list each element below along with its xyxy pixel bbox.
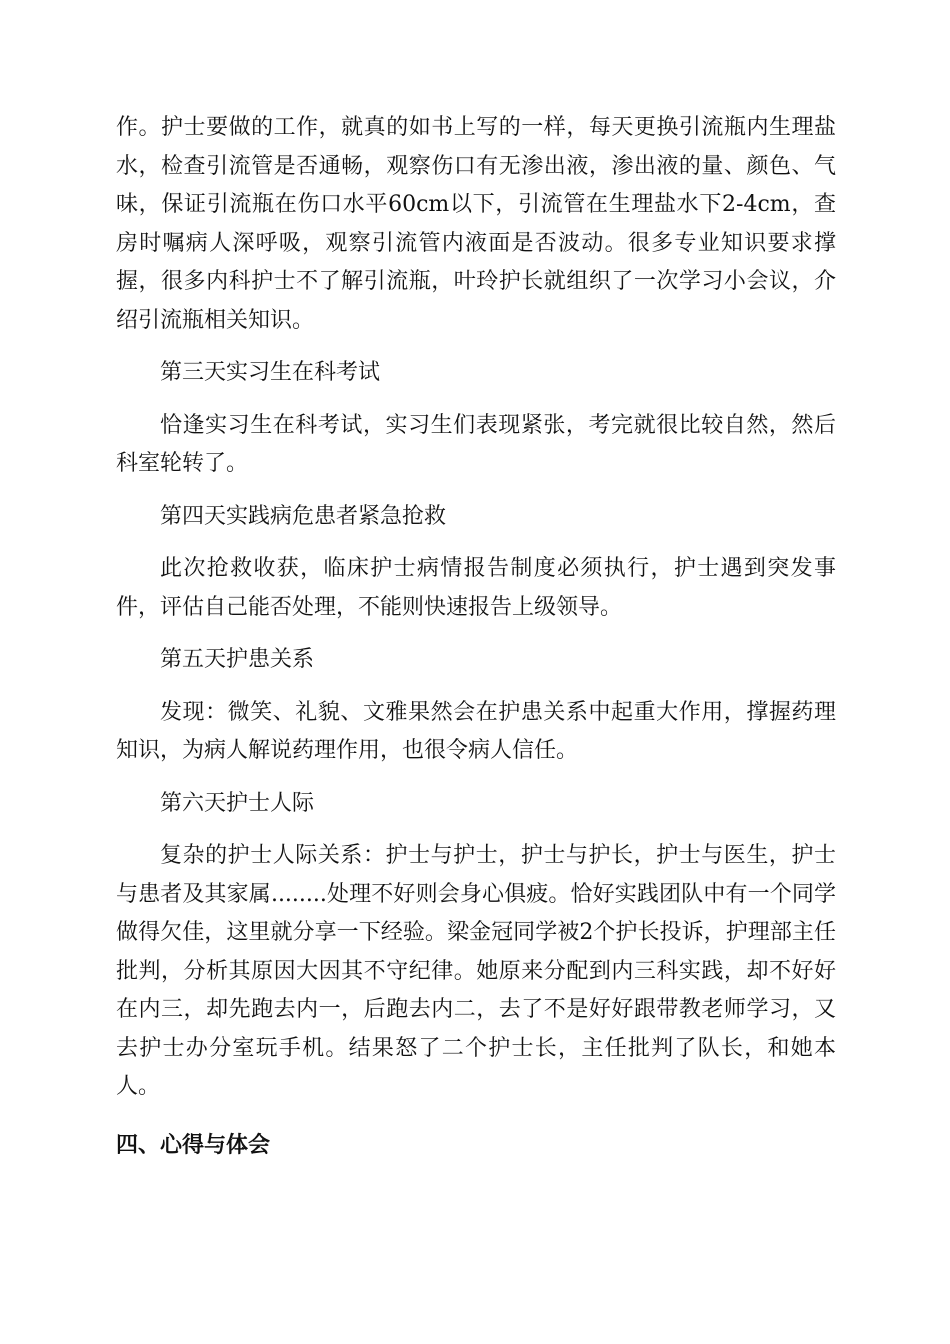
day3-title: 第三天实习生在科考试 <box>160 360 381 385</box>
day4-text: 此次抢救收获，临床护士病情报告制度必须执行，护士遇到突发事件，评估自己能否处理，不能则快速报告上级领导。 <box>116 556 836 620</box>
day6-title: 第六天护士人际 <box>160 790 315 816</box>
paragraph-drainage-duties: 作。护士要做的工作，就真的如书上写的一样，每天更换引流瓶内生理盐水，检查引流管是否通畅，观察伤口有无渗出液，渗出液的量、颜色、气味，保证引流瓶在伤口水平60cm以下，引流管在生理盐水下2-4cm，查房时嘱病人深呼吸，观察引流管内液面是否波动。很多专业知识要求撑握，很多内科护士不了解引流瓶，叶玲护长就组织了一次学习小会议，介绍引流瓶相关知识。 <box>116 115 836 333</box>
day6-text: 复杂的护士人际关系：护士与护士，护士与护长，护士与医生，护士与患者及其家属........处理不好则会身心俱疲。恰好实践团队中有一个同学做得欠佳，这里就分享一下经验。梁金冠同学被2个护长投诉，护理部主任批判，分析其原因大因其不守纪律。她原来分配到内三科实践，却不好好在内三，却先跑去内一，后跑去内二，去了不是好好跟带教老师学习，又去护士办分室玩手机。结果怒了二个护士长，主任批判了队长，和她本人。 <box>116 843 836 1099</box>
day5-text: 发现：微笑、礼貌、文雅果然会在护患关系中起重大作用，撑握药理知识，为病人解说药理作用，也很令病人信任。 <box>116 699 836 763</box>
document-body <box>116 109 836 1165</box>
section-heading: 四、心得与体会 <box>116 1132 271 1158</box>
day4-title: 第四天实践病危患者紧急抢救 <box>160 503 447 529</box>
day3-text: 恰逢实习生在科考试，实习生们表现紧张，考完就很比较自然，然后科室轮转了。 <box>116 412 836 476</box>
day5-title: 第五天护患关系 <box>160 647 315 672</box>
